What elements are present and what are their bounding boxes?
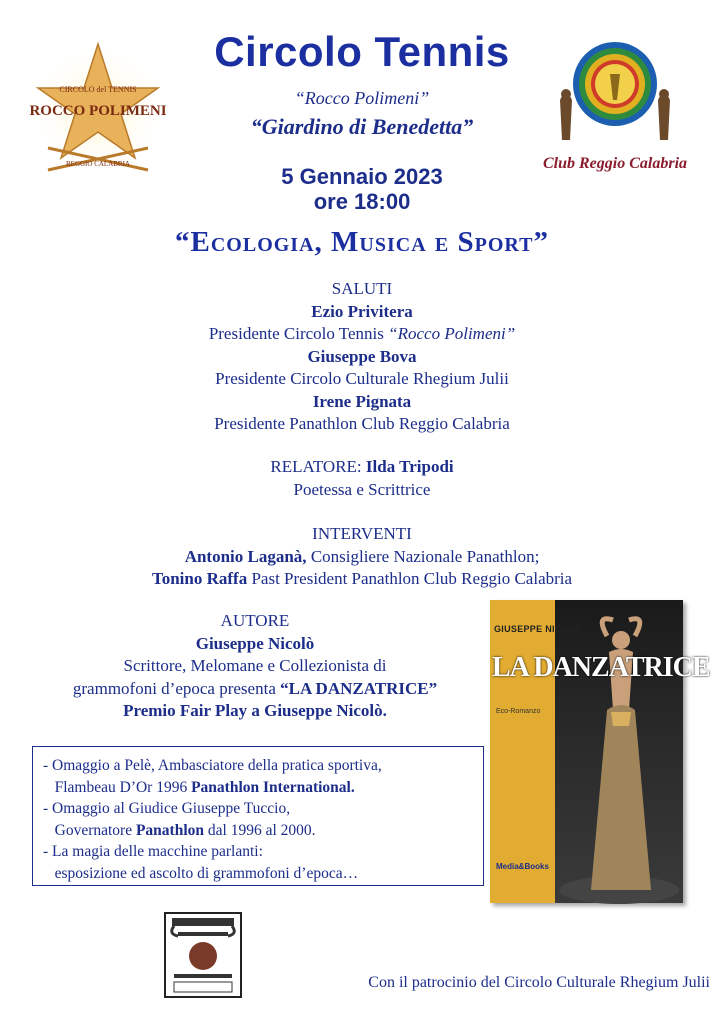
speaker-name: Irene Pignata [312,391,412,411]
autore-name: Giuseppe Nicolò [195,633,315,653]
note-line: esposizione ed ascolto di grammofoni d’epoca… [50,864,359,882]
note-line: - Omaggio al Giudice Giuseppe Tuccio, [43,800,291,817]
saluti-heading: SALUTI [331,279,393,298]
club-caption: Club Reggio Calabria [542,155,688,172]
saluti-section [100,278,624,436]
interventi-heading: INTERVENTI [312,524,412,543]
rhegium-julii-seal [164,912,242,998]
speaker-name: Ezio Privitera [311,301,413,321]
subtitle: “Rocco Polimeni” [294,88,430,108]
venue: “Giardino di Benedetta” [250,114,474,139]
autore-desc: grammofoni d’epoca presenta “LA DANZATRICE” [72,678,438,698]
note-line: - Omaggio a Pelè, Ambasciatore della pratica sportiva, [43,757,382,774]
book-cover [490,600,710,903]
note-line: Flambeau D’Or 1996 Panathlon International. [50,778,355,796]
speaker-role: Presidente Circolo Tennis “Rocco Polimeni” [208,324,516,343]
speaker-name: Giuseppe Bova [307,346,417,366]
interventi-section [40,523,684,591]
logo-left-line2: ROCCO POLIMENI [29,103,167,119]
book-genre: Eco-Romanzo [496,708,541,715]
logo-left-line1: CIRCOLO del TENNIS [59,85,137,94]
event-date: 5 Gennaio 2023 [281,164,443,189]
page-title: Circolo Tennis [214,28,510,75]
relatore-line: RELATORE: Ilda Tripodi [270,457,454,476]
event-title: “Ecologia, Musica e Sport” [175,226,549,258]
book-title: LA DANZATRICE [492,652,710,683]
event-time: ore 18:00 [313,189,411,214]
circolo-tennis-logo [28,40,168,180]
autore-heading: AUTORE [220,611,290,630]
note-line: Governatore Panathlon dal 1996 al 2000. [50,821,316,839]
intervento-line: Antonio Laganà, Consigliere Nazionale Panathlon; [184,546,540,566]
intervento-line: Tonino Raffa Past President Panathlon Club Reggio Calabria [151,569,573,588]
footer-patronage: Con il patrocinio del Circolo Culturale Rhegium Julii [368,974,710,991]
event-datetime [200,164,524,214]
speaker-role: Presidente Circolo Culturale Rhegium Julii [215,369,509,388]
note-line: - La magia delle macchine parlanti: [43,843,263,860]
autore-section [20,610,490,723]
notes-box [32,746,484,886]
award-line: Premio Fair Play a Giuseppe Nicolò. [123,701,387,720]
relatore-section [120,456,604,501]
logo-left-line3: REGGIO CALABRIA [66,160,130,168]
relatore-role: Poetessa e Scrittrice [293,479,431,499]
autore-desc: Scrittore, Melomane e Collezionista di [123,656,387,675]
book-author: GIUSEPPE NICOLÒ [494,624,583,634]
speaker-role: Presidente Panathlon Club Reggio Calabria [214,414,510,433]
book-publisher: Media&Books [496,862,549,871]
